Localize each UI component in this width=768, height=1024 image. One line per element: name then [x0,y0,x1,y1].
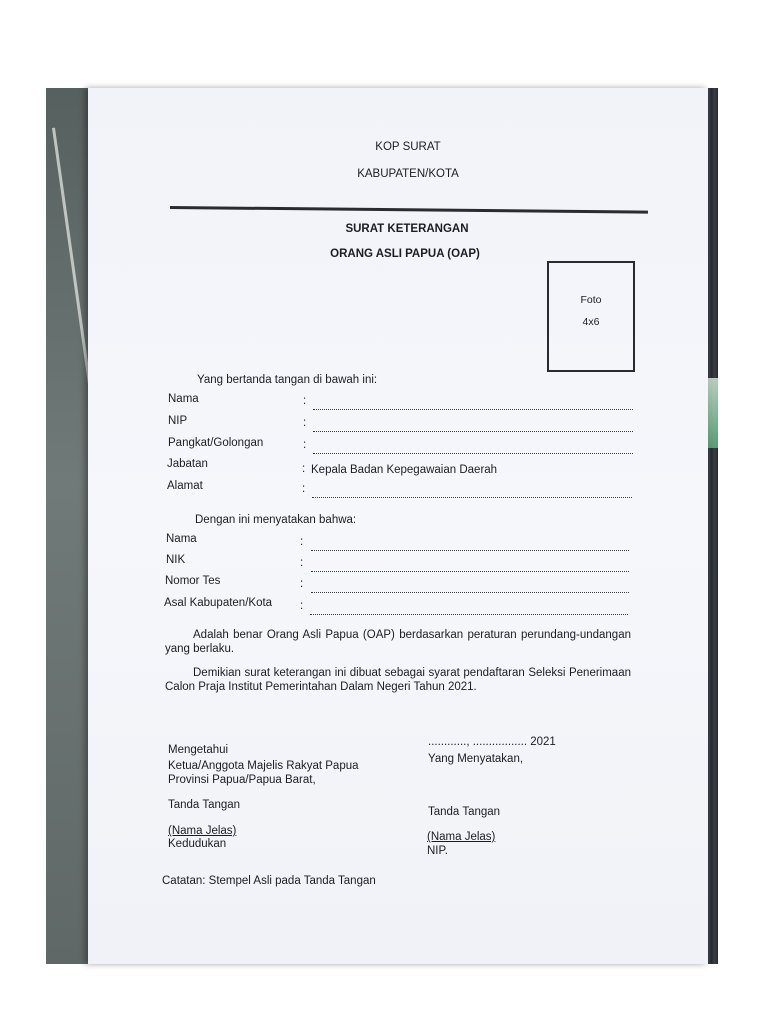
signer-label-nip: NIP [168,415,188,427]
paragraph-purpose: Demikian surat keterangan ini dibuat sebagai syarat pendaftaran Seleksi Penerimaan Calon Praja Institut Pemerintahan Dalam Negeri Tahun 2021. [165,667,631,693]
kop-surat: KOP SURAT [375,141,441,153]
signer-nama-field [313,409,633,410]
signer-jabatan-value: Kepala Badan Kepegawaian Daerah [311,464,498,476]
left-tanda-tangan: Tanda Tangan [168,799,241,811]
colon: : [303,417,307,429]
signer-label-jabatan: Jabatan [167,458,208,470]
signer-intro: Yang bertanda tangan di bawah ini: [197,374,378,386]
colon: : [300,536,304,548]
title-line1: SURAT KETERANGAN [345,223,469,235]
colon: : [302,463,306,475]
subject-intro: Dengan ini menyatakan bahwa: [195,514,357,526]
right-nama-jelas: (Nama Jelas) [427,831,496,843]
colon: : [302,483,306,495]
kabupaten-kota: KABUPATEN/KOTA [357,168,459,180]
colon: : [303,439,307,451]
signer-label-alamat: Alamat [167,480,203,492]
subject-nama-field [311,550,629,551]
left-provinsi: Provinsi Papua/Papua Barat, [168,774,316,786]
signer-nip-field [313,431,633,432]
paragraph-statement: Adalah benar Orang Asli Papua (OAP) berdasarkan peraturan perundang-undangan yang berlaku. [165,629,631,655]
left-mengetahui: Mengetahui [168,744,229,756]
right-tanda-tangan: Tanda Tangan [428,806,501,818]
colon: : [300,557,304,569]
colon: : [300,600,304,612]
signer-alamat-field [312,497,632,498]
subject-nik-field [311,571,629,572]
header-rule [170,206,648,214]
subject-label-nomor-tes: Nomor Tes [165,575,221,587]
photo-placeholder [547,261,635,372]
subject-asal-field [310,614,628,615]
footer-note: Catatan: Stempel Asli pada Tanda Tangan [162,875,376,887]
right-nip: NIP. [427,845,448,857]
subject-label-asal: Asal Kabupaten/Kota [164,597,273,609]
title-line2: ORANG ASLI PAPUA (OAP) [330,248,480,260]
colon: : [303,395,307,407]
signer-pangkat-field [313,453,633,454]
photo-size: 4x6 [582,316,600,328]
document-sheet [88,88,708,964]
left-ketua: Ketua/Anggota Majelis Rakyat Papua [168,760,359,772]
photo-label: Foto [580,294,602,306]
colon: : [300,578,304,590]
subject-label-nik: NIK [166,554,186,566]
subject-label-nama: Nama [166,533,197,545]
signer-label-pangkat: Pangkat/Golongan [168,437,264,449]
left-kedudukan: Kedudukan [168,838,227,850]
right-yang-menyatakan: Yang Menyatakan, [428,753,524,765]
right-date: ............, ................. 2021 [428,736,556,748]
signer-label-nama: Nama [168,393,199,405]
left-nama-jelas: (Nama Jelas) [168,825,237,837]
subject-nomor-tes-field [311,592,629,593]
